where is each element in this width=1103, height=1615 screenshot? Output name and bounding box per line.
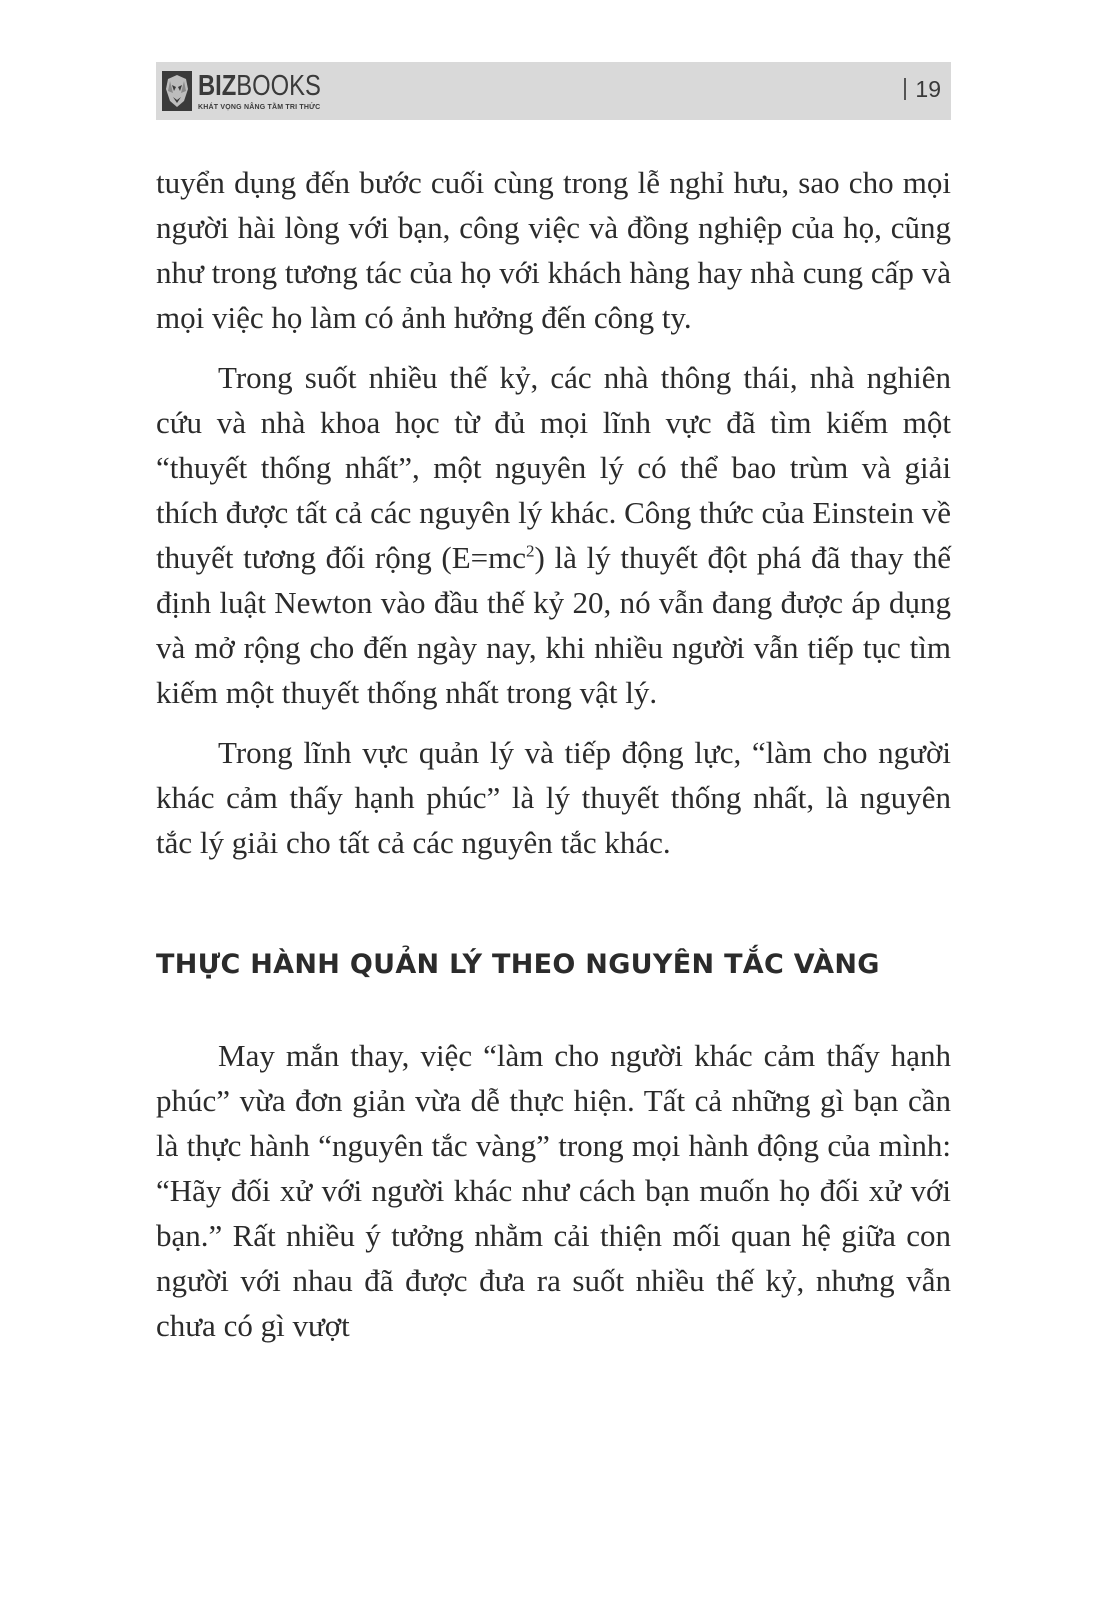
lion-head-icon — [162, 71, 192, 111]
page-body — [156, 160, 951, 1348]
paragraph-text-part: ) là lý thuyết đột phá đã thay thế định luật Newton vào đầu thế kỷ 20, nó vẫn đang được áp dụng và mở rộng cho đến ngày nay, khi nhiều người vẫn tiếp tục tìm kiếm một thuyết thống nhất trong vật lý. — [156, 540, 951, 710]
publisher-logo — [162, 68, 348, 114]
page-number — [904, 76, 941, 103]
paragraph-continued: tuyển dụng đến bước cuối cùng trong lễ nghỉ hưu, sao cho mọi người hài lòng với bạn, công việc và đồng nghiệp của họ, cũng như trong tương tác của họ với khách hàng hay nhà cung cấp và mọi việc họ làm có ảnh hưởng đến công ty. — [156, 165, 951, 335]
paragraph-text-part: Trong suốt nhiều thế kỷ, các nhà thông thái, nhà nghiên cứu và nhà khoa học từ đủ mọi lĩnh vực đã tìm kiếm một “thuyết thống nhất”, một nguyên lý có thể bao trùm và giải thích được tất cả các nguyên lý khác. Công thức của Einstein về thuyết tương đối rộng (E=mc — [156, 360, 951, 575]
brand-name — [198, 69, 321, 102]
superscript-two: 2 — [526, 541, 535, 561]
brand-tagline: KHÁT VỌNG NÂNG TẦM TRI THỨC — [198, 103, 321, 111]
page-header — [156, 62, 951, 120]
paragraph-unified-theory — [156, 355, 951, 715]
brand-light: BOOKS — [236, 69, 321, 102]
page-number-value: 19 — [915, 76, 941, 102]
brand-bold: BIZ — [198, 69, 237, 102]
section-heading: THỰC HÀNH QUẢN LÝ THEO NGUYÊN TẮC VÀNG — [156, 949, 880, 980]
page-number-divider — [904, 78, 906, 100]
paragraph-golden-rule: May mắn thay, việc “làm cho người khác cảm thấy hạnh phúc” vừa đơn giản vừa dễ thực hiện. Tất cả những gì bạn cần là thực hành “nguyên tắc vàng” trong mọi hành động của mình: “Hãy đối xử với người khác như cách bạn muốn họ đối xử với bạn.” Rất nhiều ý tưởng nhằm cải thiện mối quan hệ giữa con người với nhau đã được đưa ra suốt nhiều thế kỷ, nhưng vẫn chưa có gì vượt — [156, 1038, 951, 1343]
paragraph-management: Trong lĩnh vực quản lý và tiếp động lực, “làm cho người khác cảm thấy hạnh phúc” là lý thuyết thống nhất, là nguyên tắc lý giải cho tất cả các nguyên tắc khác. — [156, 735, 951, 860]
